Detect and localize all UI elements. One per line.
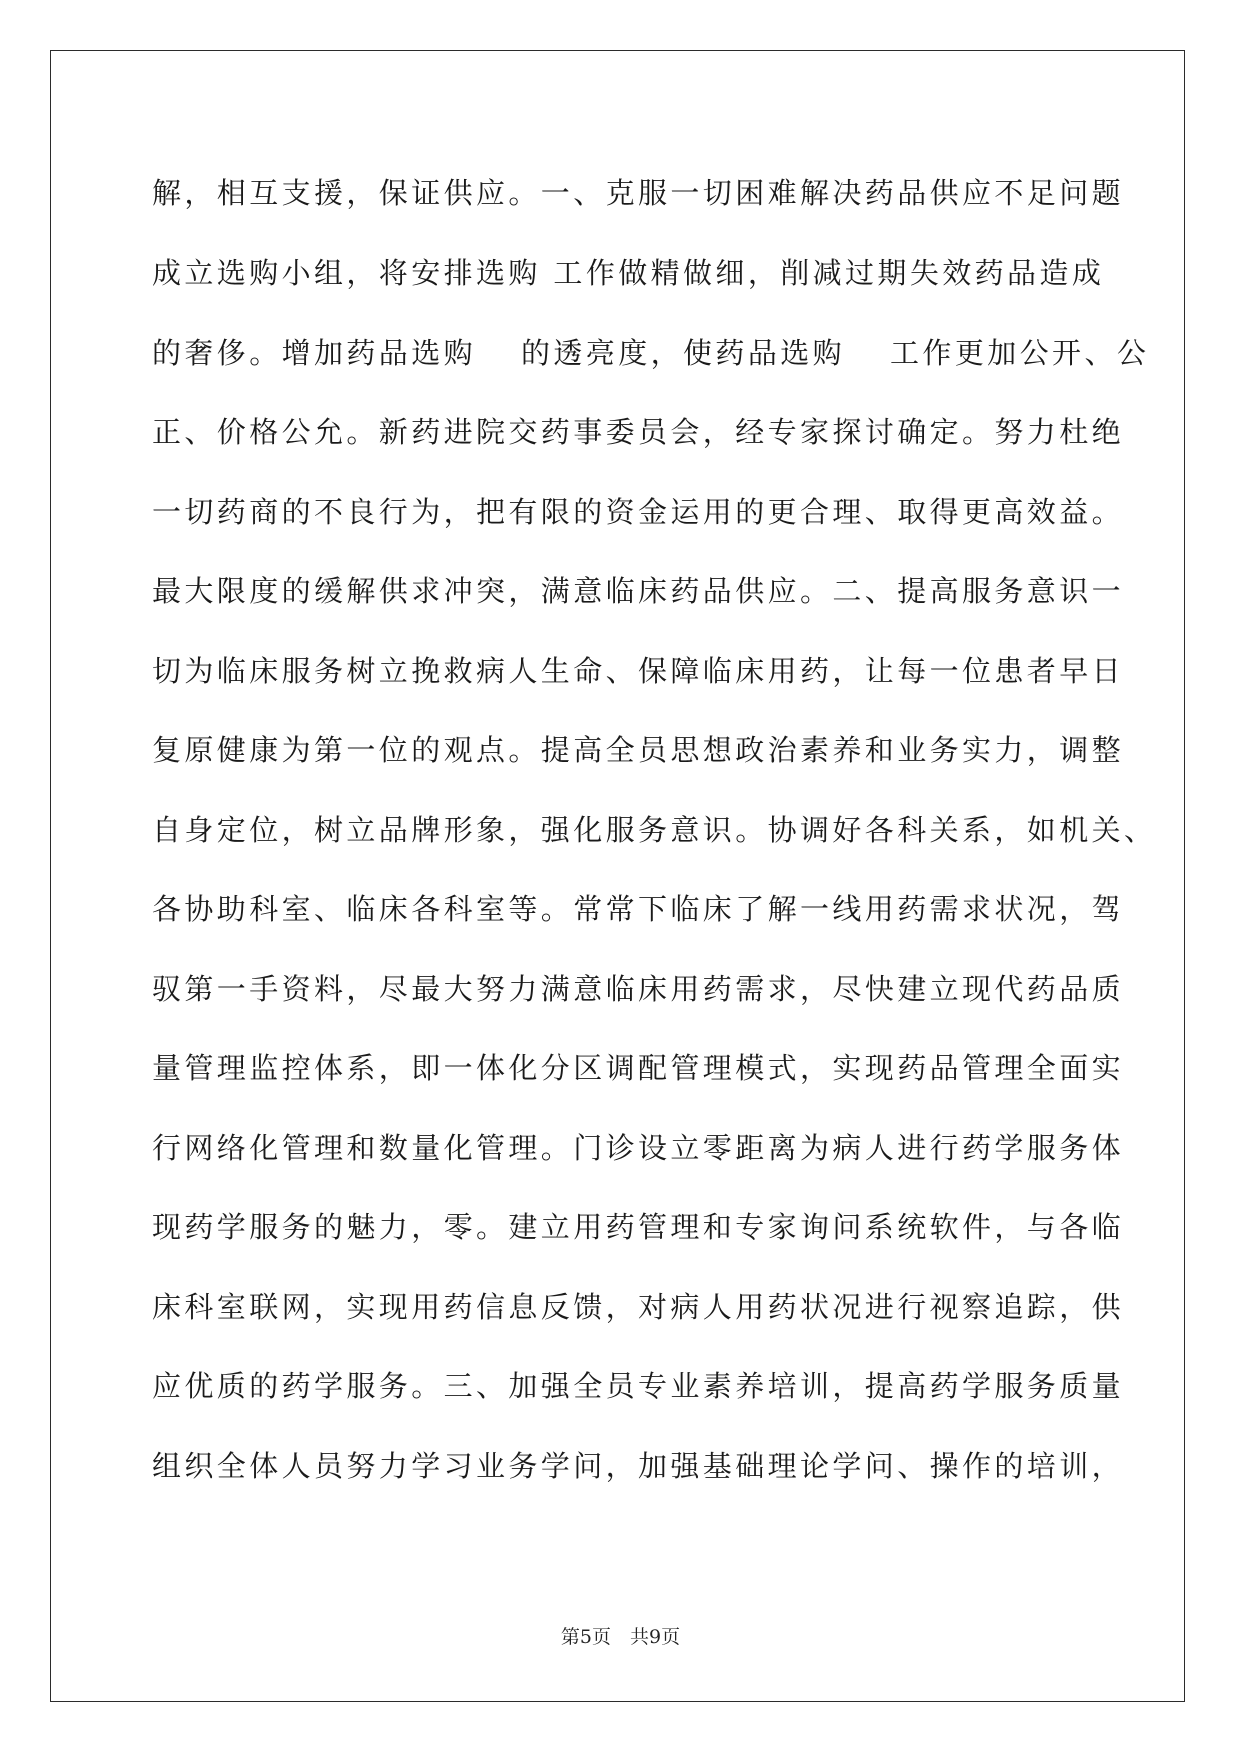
text-line: 驭第一手资料，尽最大努力满意临床用药需求，尽快建立现代药品质 [152, 972, 1125, 1006]
text-line: 现药学服务的魅力，零。建立用药管理和专家询问系统软件，与各临 [152, 1210, 1125, 1244]
text-line: 应优质的药学服务。三、加强全员专业素养培训，提高药学服务质量 [152, 1369, 1125, 1403]
text-line: 自身定位，树立品牌形象，强化服务意识。协调好各科关系，如机关、 [152, 813, 1157, 847]
text-line: 切为临床服务树立挽救病人生命、保障临床用药，让每一位患者早日 [152, 654, 1125, 688]
text-line: 解，相互支援，保证供应。一、克服一切困难解决药品供应不足问题 [152, 176, 1125, 210]
text-line: 行网络化管理和数量化管理。门诊设立零距离为病人进行药学服务体 [152, 1131, 1125, 1165]
text-line: 各协助科室、临床各科室等。常常下临床了解一线用药需求状况，驾 [152, 892, 1125, 926]
text-line: 一切药商的不良行为，把有限的资金运用的更合理、取得更高效益。 [152, 495, 1125, 529]
text-line: 正、价格公允。新药进院交药事委员会，经专家探讨确定。努力杜绝 [152, 415, 1125, 449]
text-line: 床科室联网，实现用药信息反馈，对病人用药状况进行视察追踪，供 [152, 1290, 1125, 1324]
page-footer: 第5页 共9页 [560, 1626, 681, 1648]
text-line: 成立选购小组，将安排选购 工作做精做细，削减过期失效药品造成 [152, 256, 1105, 290]
text-line: 最大限度的缓解供求冲突，满意临床药品供应。二、提高服务意识一 [152, 574, 1125, 608]
text-line: 组织全体人员努力学习业务学问，加强基础理论学问、操作的培训， [152, 1449, 1125, 1483]
text-line: 的奢侈。增加药品选购 的透亮度，使药品选购 工作更加公开、公 [152, 336, 1150, 370]
text-line: 量管理监控体系，即一体化分区调配管理模式，实现药品管理全面实 [152, 1051, 1125, 1085]
text-line: 复原健康为第一位的观点。提高全员思想政治素养和业务实力，调整 [152, 733, 1125, 767]
